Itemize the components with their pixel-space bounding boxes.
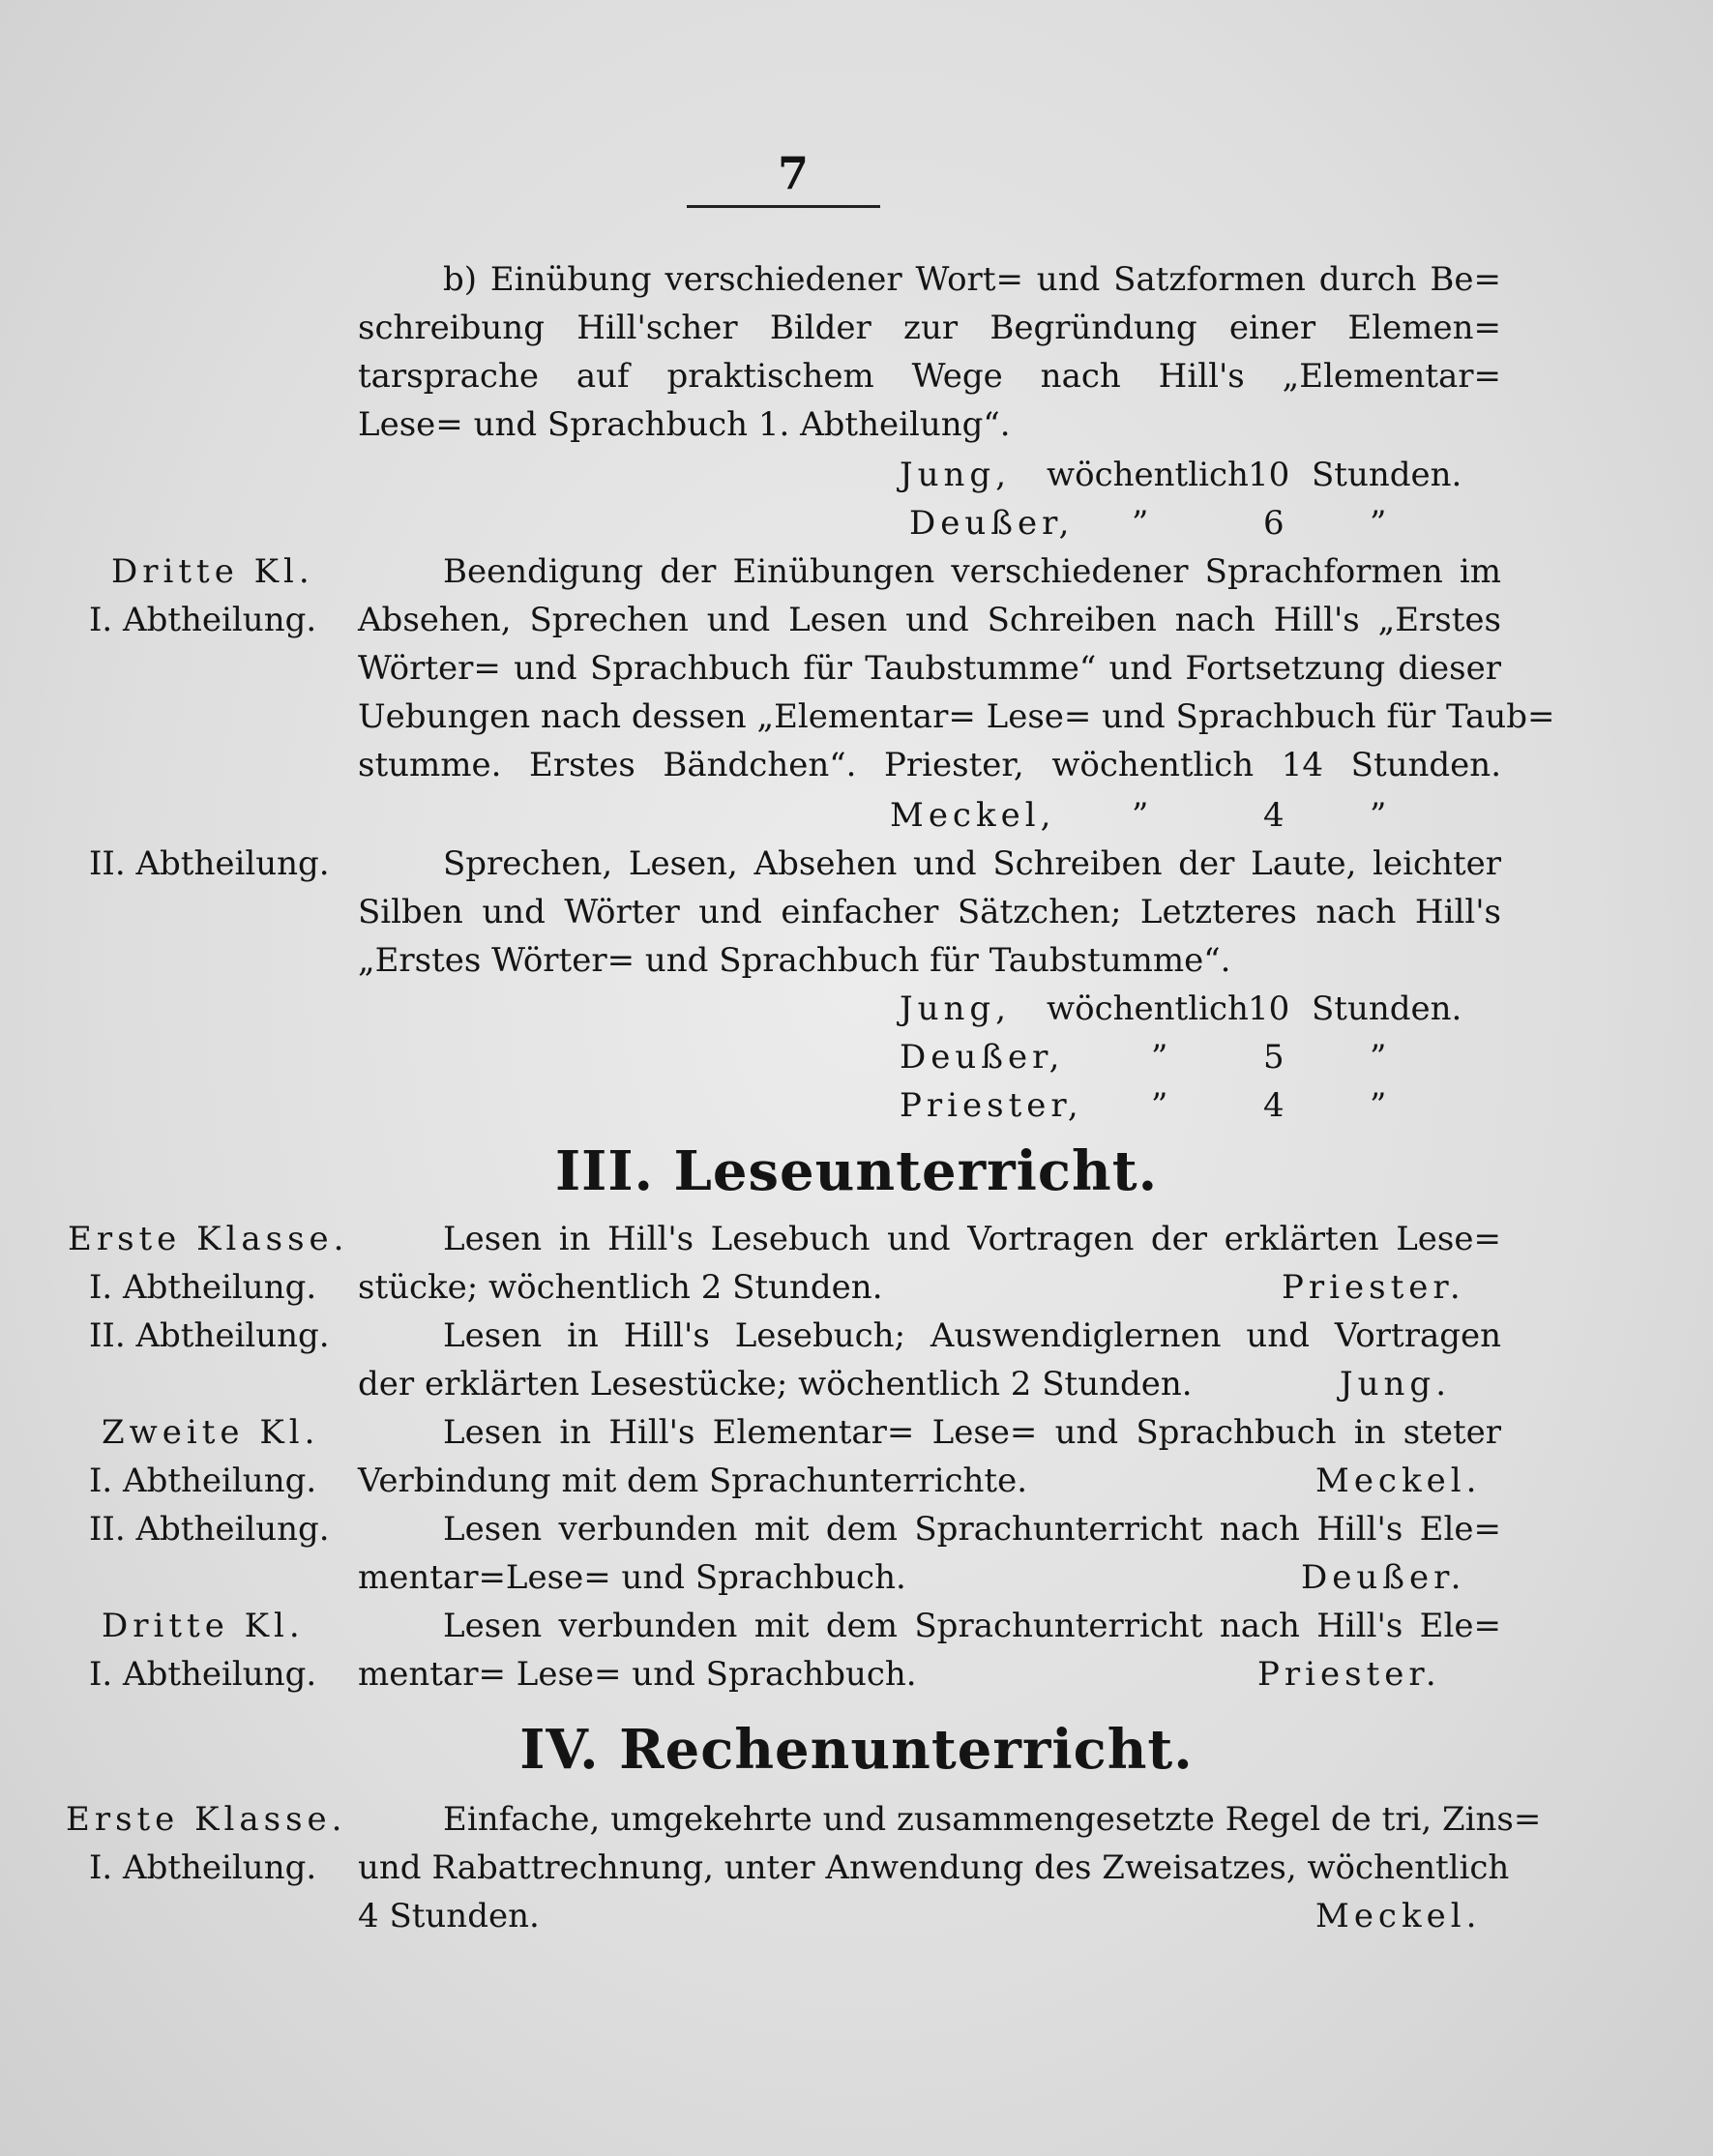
class-label: II. Abtheilung.: [89, 844, 330, 883]
text-line: Dritte Kl. Beendigung der Einübungen verschiedener Sprachformen im: [0, 547, 1713, 596]
text-line: II. Abtheilung. Lesen verbunden mit dem Sprachunterricht nach Hill's Ele=: [0, 1505, 1713, 1553]
text-line: Erste Klasse. Einfache, umgekehrte und zusammengesetzte Regel de tri, Zins=: [0, 1795, 1713, 1844]
header-rule: [687, 205, 880, 208]
text-line: „Erstes Wörter= und Sprachbuch für Taubstumme“.: [358, 941, 1231, 980]
text-line: II. Abtheilung. Sprechen, Lesen, Absehen und Schreiben der Laute, leichter: [0, 840, 1713, 888]
class-label: Dritte Kl.: [102, 1607, 305, 1645]
class-label: Zweite Kl.: [102, 1413, 320, 1452]
text-line: b) Einübung verschiedener Wort= und Satzformen durch Be=: [443, 260, 1501, 299]
section-heading: III. Leseunterricht.: [554, 1139, 1159, 1203]
text-line: Wörter= und Sprachbuch für Taubstumme“ und Fortsetzung dieser: [358, 649, 1501, 688]
text-line: Silben und Wörter und einfacher Sätzchen; Letzteres nach Hill's: [358, 893, 1501, 931]
class-label: Dritte Kl.: [111, 552, 314, 591]
text-line: schreibung Hill'scher Bilder zur Begründung einer Elemen=: [358, 309, 1501, 347]
teacher-line: Jung, wöchentlich 10 Stunden.: [900, 456, 1462, 494]
text-line: Dritte Kl. Lesen verbunden mit dem Sprachunterricht nach Hill's Ele=: [0, 1602, 1713, 1650]
text-line: Lese= und Sprachbuch 1. Abtheilung“.: [358, 405, 1011, 444]
text-line: I. Abtheilung. Absehen, Sprechen und Lesen und Schreiben nach Hill's „Erstes: [0, 596, 1713, 644]
text-line: I. Abtheilung. mentar= Lese= und Sprachbuch. Priester.: [0, 1650, 1713, 1698]
class-label: II. Abtheilung.: [89, 1510, 330, 1549]
page-number: 7: [777, 147, 809, 199]
teacher-line: Priester, ” 4 ”: [900, 1086, 1387, 1125]
class-label: I. Abtheilung.: [89, 601, 317, 639]
text-line: tarsprache auf praktischem Wege nach Hill's „Elementar=: [358, 357, 1501, 396]
text-line: I. Abtheilung. Verbindung mit dem Sprachunterrichte. Meckel.: [0, 1457, 1713, 1505]
class-label: II. Abtheilung.: [89, 1316, 330, 1355]
text-line: Zweite Kl. Lesen in Hill's Elementar= Lese= und Sprachbuch in steter: [0, 1408, 1713, 1457]
class-label: Erste Klasse.: [68, 1220, 349, 1258]
text-line: mentar=Lese= und Sprachbuch. Deußer.: [358, 1558, 1466, 1597]
text-line: Uebungen nach dessen „Elementar= Lese= und Sprachbuch für Taub=: [358, 697, 1555, 736]
teacher-line: Meckel, ” 4 ”: [890, 796, 1387, 835]
text-line: II. Abtheilung. Lesen in Hill's Lesebuch; Auswendiglernen und Vortragen: [0, 1312, 1713, 1360]
teacher-line: Deußer, ” 5 ”: [900, 1038, 1387, 1077]
class-label: I. Abtheilung.: [89, 1462, 317, 1500]
teacher-line: Deußer, ” 6 ”: [909, 504, 1387, 543]
text-line: Erste Klasse. Lesen in Hill's Lesebuch und Vortragen der erklärten Lese=: [0, 1215, 1713, 1263]
class-label: I. Abtheilung.: [89, 1655, 317, 1694]
text-line: I. Abtheilung. stücke; wöchentlich 2 Stunden. Priester.: [0, 1263, 1713, 1312]
text-line: I. Abtheilung. und Rabattrechnung, unter Anwendung des Zweisatzes, wöchentlich: [0, 1844, 1713, 1892]
text-line: stumme. Erstes Bändchen“. Priester, wöchentlich 14 Stunden.: [358, 746, 1501, 784]
class-label: I. Abtheilung.: [89, 1848, 317, 1887]
text-line: der erklärten Lesestücke; wöchentlich 2 Stunden. Jung.: [358, 1365, 1451, 1403]
text-line: 4 Stunden. Meckel.: [358, 1897, 1482, 1935]
class-label: I. Abtheilung.: [89, 1268, 317, 1307]
teacher-line: Jung, wöchentlich 10 Stunden.: [900, 989, 1462, 1028]
class-label: Erste Klasse.: [66, 1800, 347, 1839]
section-heading: IV. Rechenunterricht.: [519, 1718, 1194, 1782]
